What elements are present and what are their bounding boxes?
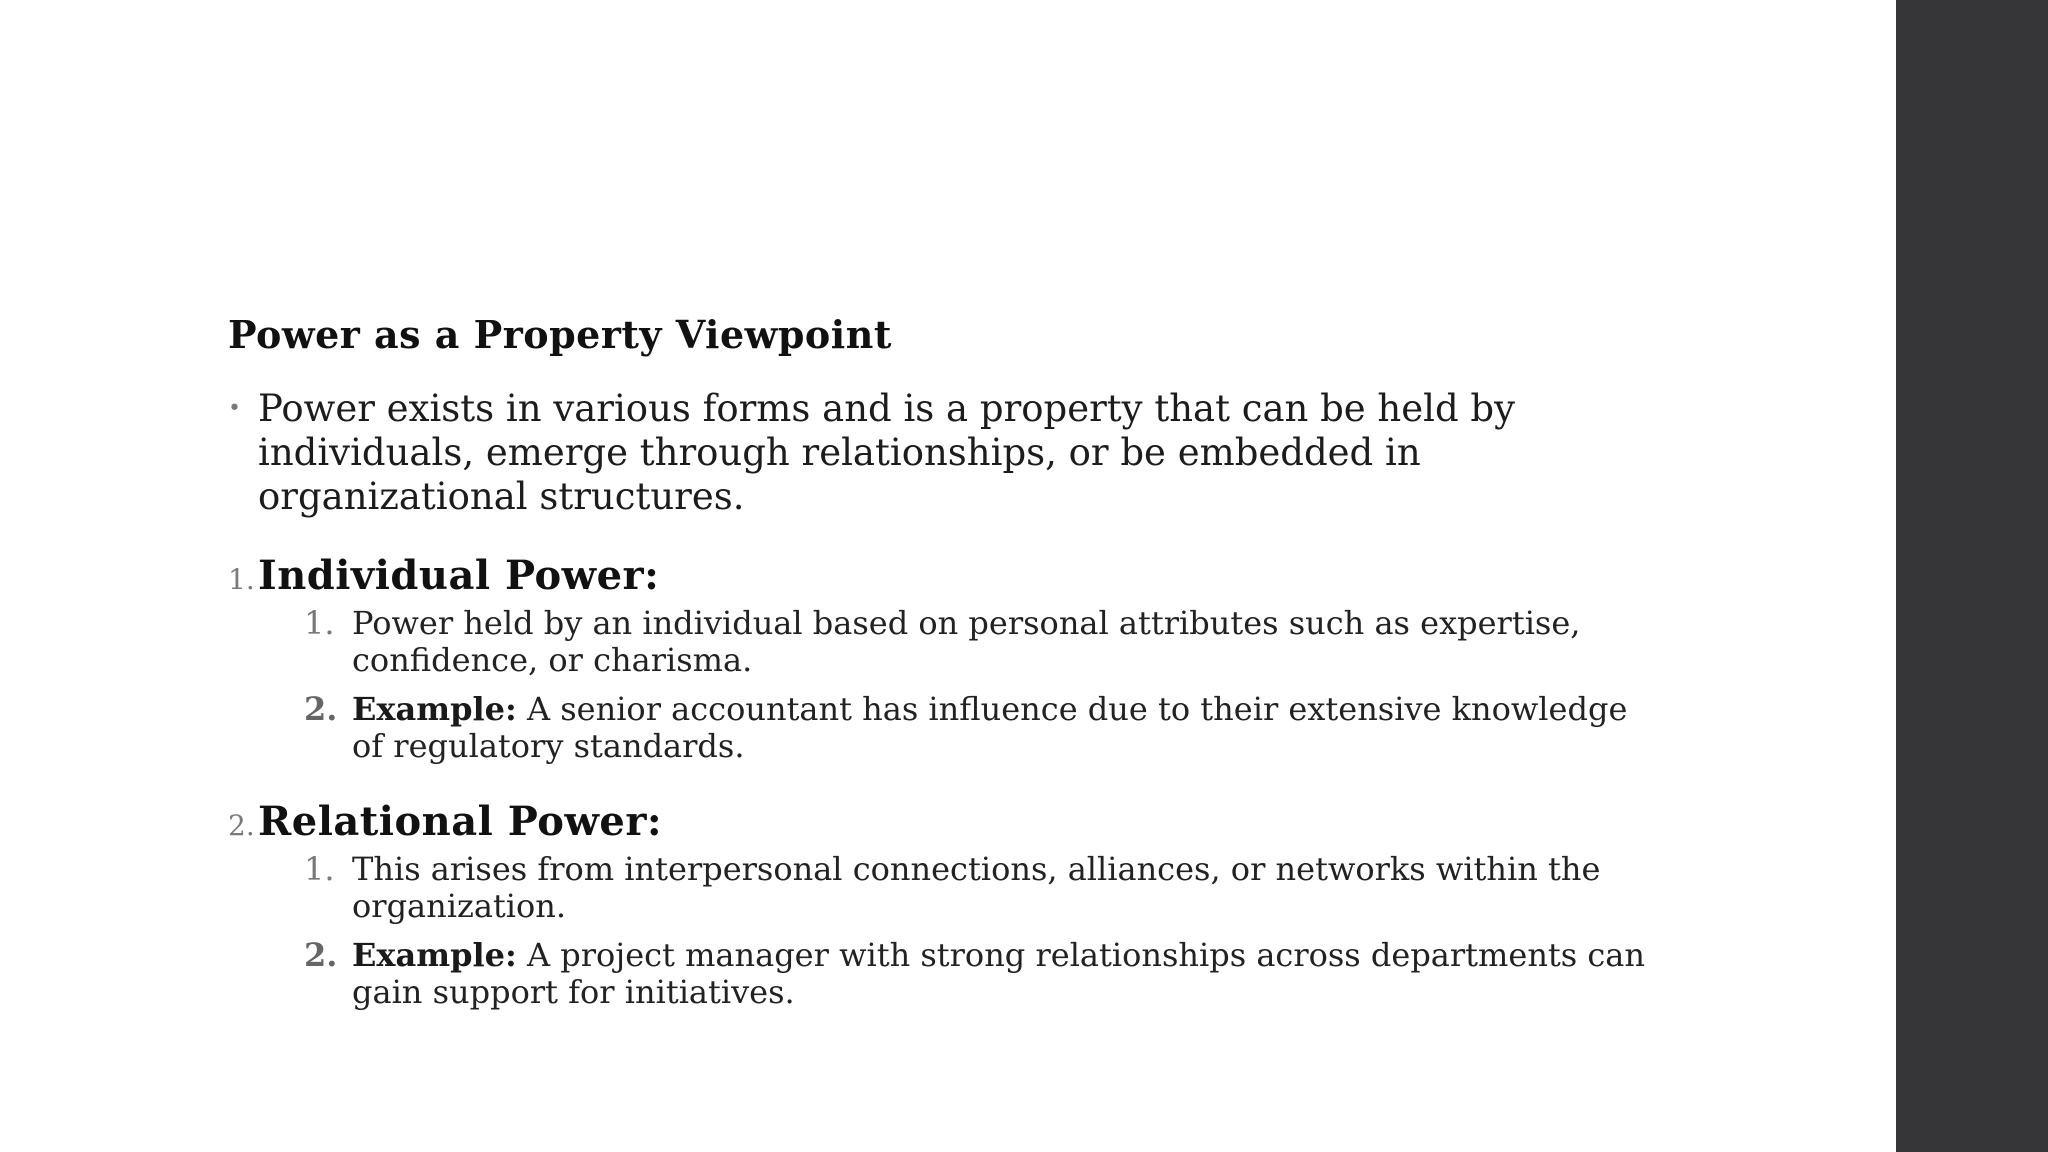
section-relational-power xyxy=(228,797,1668,1011)
section-heading-row xyxy=(228,797,1668,847)
sub-item-number: 2. xyxy=(304,690,338,728)
sub-item-text: A project manager with strong relationships across departments can gain support for initiatives. xyxy=(352,936,1645,1011)
section-number: 2. xyxy=(228,809,255,842)
intro-bullet xyxy=(228,387,1668,519)
sub-item-text: This arises from interpersonal connections, alliances, or networks within the organization. xyxy=(352,850,1601,925)
section-heading: Relational Power: xyxy=(258,798,663,845)
sub-item-text-wrapper xyxy=(352,691,1668,765)
sub-item-text: A senior accountant has influence due to their extensive knowledge of regulatory standards. xyxy=(352,690,1628,765)
example-label: Example: xyxy=(352,690,517,728)
sub-item-text-wrapper xyxy=(352,937,1668,1011)
sub-list xyxy=(304,605,1668,765)
section-heading: Individual Power: xyxy=(258,552,660,599)
intro-bullet-text: Power exists in various forms and is a property that can be held by individuals, emerge through relationships, or be embedded in organizational structures. xyxy=(258,387,1516,518)
sub-item-number: 1. xyxy=(304,604,335,642)
example-label: Example: xyxy=(352,936,517,974)
sub-item-number: 1. xyxy=(304,850,335,888)
sub-list xyxy=(304,851,1668,1011)
bullet-dot-icon: • xyxy=(228,396,241,421)
section-number: 1. xyxy=(228,563,255,596)
slide-title: Power as a Property Viewpoint xyxy=(228,312,892,357)
sub-item-text: Power held by an individual based on personal attributes such as expertise, confidence, or charisma. xyxy=(352,604,1581,679)
sub-list-item xyxy=(304,851,1668,925)
sub-list-item xyxy=(304,691,1668,765)
section-individual-power xyxy=(228,551,1668,765)
sub-list-item xyxy=(304,605,1668,679)
sub-item-number: 2. xyxy=(304,936,338,974)
slide-content xyxy=(228,312,1668,1043)
sub-list-item xyxy=(304,937,1668,1011)
section-heading-row xyxy=(228,551,1668,601)
side-accent-band xyxy=(1896,0,2048,1152)
